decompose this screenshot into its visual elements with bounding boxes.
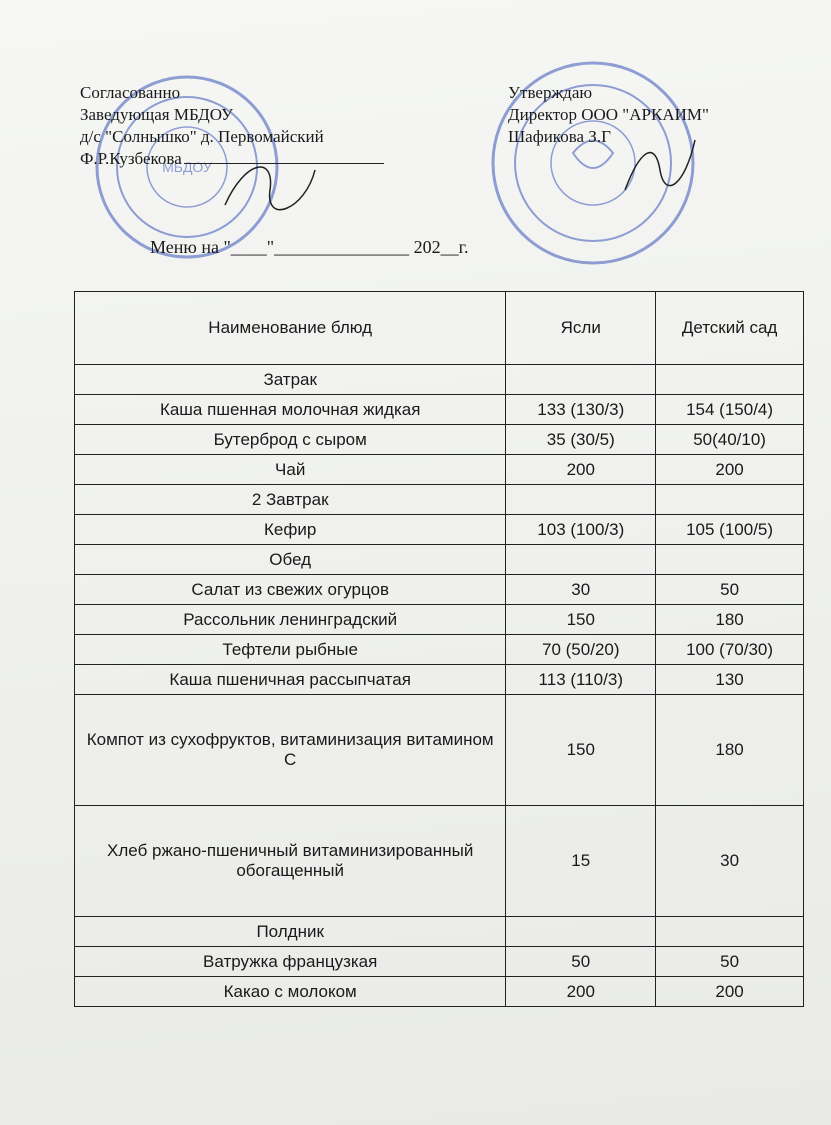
row-kindergarten: 130: [656, 665, 804, 695]
table-row: [75, 455, 804, 485]
table-row: [75, 515, 804, 545]
row-kindergarten: [656, 917, 804, 947]
row-kindergarten: 200: [656, 455, 804, 485]
approval-left-line1: Согласованно: [80, 83, 181, 102]
row-name: Бутерброд с сыром: [75, 425, 506, 455]
table-row: [75, 635, 804, 665]
row-nursery: [506, 485, 656, 515]
row-name: Рассольник ленинградский: [75, 605, 506, 635]
row-kindergarten: [656, 365, 804, 395]
row-name: Салат из свежих огурцов: [75, 575, 506, 605]
table-row: [75, 977, 804, 1007]
row-kindergarten: 180: [656, 695, 804, 806]
row-kindergarten: 105 (100/5): [656, 515, 804, 545]
approval-right-line3: Шафикова З.Г: [508, 127, 611, 146]
row-nursery: 200: [506, 455, 656, 485]
header-nursery: Ясли: [506, 292, 656, 365]
row-nursery: 103 (100/3): [506, 515, 656, 545]
table-row: [75, 395, 804, 425]
table-row: [75, 575, 804, 605]
row-nursery: [506, 365, 656, 395]
row-name: Какао с молоком: [75, 977, 506, 1007]
row-name: 2 Завтрак: [75, 485, 506, 515]
table-header-row: [75, 292, 804, 365]
row-kindergarten: 100 (70/30): [656, 635, 804, 665]
row-kindergarten: 50: [656, 947, 804, 977]
row-kindergarten: 154 (150/4): [656, 395, 804, 425]
row-nursery: 150: [506, 605, 656, 635]
row-nursery: 15: [506, 806, 656, 917]
row-name: Каша пшенная молочная жидкая: [75, 395, 506, 425]
signature-left: [215, 150, 325, 220]
row-kindergarten: 180: [656, 605, 804, 635]
table-row: [75, 947, 804, 977]
row-kindergarten: 30: [656, 806, 804, 917]
row-nursery: 50: [506, 947, 656, 977]
table-row: [75, 425, 804, 455]
table-row: [75, 665, 804, 695]
row-name: Обед: [75, 545, 506, 575]
row-kindergarten: 200: [656, 977, 804, 1007]
row-nursery: 133 (130/3): [506, 395, 656, 425]
row-nursery: [506, 545, 656, 575]
row-name: Ватружка французкая: [75, 947, 506, 977]
row-nursery: 200: [506, 977, 656, 1007]
menu-table: [74, 291, 804, 1007]
approval-left-line2: Заведующая МБДОУ: [80, 105, 234, 124]
row-name: Затрак: [75, 365, 506, 395]
table-row: [75, 485, 804, 515]
approval-right-line2: Директор ООО "АРКАИМ": [508, 105, 709, 124]
row-name: Хлеб ржано-пшеничный витаминизированный обогащенный: [75, 806, 506, 917]
table-row: [75, 695, 804, 806]
table-row: [75, 917, 804, 947]
row-kindergarten: 50: [656, 575, 804, 605]
table-row: [75, 806, 804, 917]
table-row: [75, 365, 804, 395]
row-nursery: 70 (50/20): [506, 635, 656, 665]
row-name: Чай: [75, 455, 506, 485]
row-nursery: 35 (30/5): [506, 425, 656, 455]
header-dish: Наименование блюд: [75, 292, 506, 365]
row-nursery: [506, 917, 656, 947]
approval-left-line3: д/с "Солнышко" д. Первомайский: [80, 127, 324, 146]
approval-left-line4: Ф.Р.Кузбекова: [80, 149, 182, 168]
svg-text:МБДОУ: МБДОУ: [162, 159, 212, 175]
row-name: Каша пшеничная рассыпчатая: [75, 665, 506, 695]
row-nursery: 113 (110/3): [506, 665, 656, 695]
row-name: Компот из сухофруктов, витаминизация витамином С: [75, 695, 506, 806]
row-kindergarten: [656, 545, 804, 575]
row-name: Кефир: [75, 515, 506, 545]
row-kindergarten: [656, 485, 804, 515]
page-title: Меню на "____"_______________ 202__г.: [150, 237, 469, 257]
row-kindergarten: 50(40/10): [656, 425, 804, 455]
approval-right-line1: Утверждаю: [508, 83, 593, 102]
row-nursery: 150: [506, 695, 656, 806]
row-name: Полдник: [75, 917, 506, 947]
row-nursery: 30: [506, 575, 656, 605]
row-name: Тефтели рыбные: [75, 635, 506, 665]
table-row: [75, 545, 804, 575]
table-row: [75, 605, 804, 635]
header-kindergarten: Детский сад: [656, 292, 804, 365]
signature-right: [615, 130, 705, 200]
